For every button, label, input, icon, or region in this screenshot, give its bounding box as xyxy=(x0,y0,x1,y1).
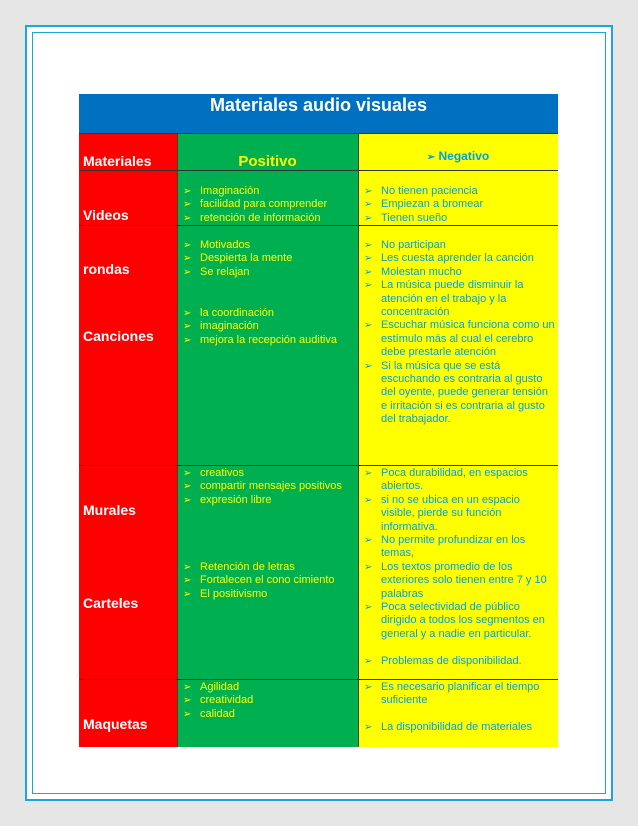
row-label-rondas: rondas xyxy=(83,261,130,277)
row-divider xyxy=(79,465,558,466)
row-label-canciones: Canciones xyxy=(83,328,154,344)
header-negativo-label: Negativo xyxy=(438,149,490,163)
carteles-positivo-list xyxy=(181,561,357,601)
list-item: ➢ Fortalecen el cono cimiento xyxy=(181,574,357,587)
list-item: ➢ creativos xyxy=(181,467,357,480)
row-label-carteles: Carteles xyxy=(83,595,139,611)
materials-table xyxy=(79,94,558,747)
list-item: ➢ Los textos promedio de los exteriores solo tienen entre 7 y 10 palabras xyxy=(362,561,556,601)
videos-negativo-list xyxy=(362,185,556,225)
header-negativo xyxy=(358,149,558,163)
list-item: ➢ No tienen paciencia xyxy=(362,185,556,198)
videos-positivo-list xyxy=(181,185,357,225)
document-page xyxy=(60,75,578,747)
list-item: ➢ Poca durabilidad, en espacios abiertos. xyxy=(362,467,556,494)
list-item: ➢ Se relajan xyxy=(181,266,357,279)
list-item: ➢ Imaginación xyxy=(181,185,357,198)
murales-carteles-negativo-list xyxy=(362,467,556,668)
list-item: ➢ La música puede disminuir la atención en el trabajo y la concentración xyxy=(362,279,556,319)
list-item: ➢ creatividad xyxy=(181,694,357,707)
list-item: ➢ Problemas de disponibilidad. xyxy=(362,655,556,668)
list-item: ➢ Les cuesta aprender la canción xyxy=(362,252,556,265)
list-item: ➢ Retención de letras xyxy=(181,561,357,574)
list-item: ➢ Despierta la mente xyxy=(181,252,357,265)
row-label-murales: Murales xyxy=(83,502,136,518)
list-item: ➢ El positivismo xyxy=(181,588,357,601)
list-item: ➢ la coordinación xyxy=(181,307,357,320)
list-item: ➢ La disponibilidad de materiales xyxy=(362,721,556,734)
rondas-canciones-negativo-list xyxy=(362,239,556,427)
list-item: ➢ Agilidad xyxy=(181,681,357,694)
row-divider xyxy=(79,170,558,171)
maquetas-negativo-list xyxy=(362,681,556,735)
list-item: ➢ mejora la recepción auditiva xyxy=(181,334,357,347)
rondas-positivo-list xyxy=(181,239,357,279)
list-item: ➢ si no se ubica en un espacio visible, pierde su función informativa. xyxy=(362,494,556,534)
list-item: ➢ Empiezan a bromear xyxy=(362,198,556,211)
bullet-arrow-icon: ➢ xyxy=(426,152,436,163)
row-label-videos: Videos xyxy=(83,207,129,223)
list-item: ➢ imaginación xyxy=(181,320,357,333)
header-positivo: Positivo xyxy=(238,153,297,170)
murales-positivo-list xyxy=(181,467,357,507)
list-item: ➢ Es necesario planificar el tiempo suficiente xyxy=(362,681,556,708)
list-item: ➢ Tienen sueño xyxy=(362,212,556,225)
list-item: ➢ calidad xyxy=(181,708,357,721)
list-item: ➢ expresión libre xyxy=(181,494,357,507)
list-item: ➢ Escuchar música funciona como un estímulo más al cual el cerebro debe prestarle atención xyxy=(362,319,556,359)
list-item: ➢ Motivados xyxy=(181,239,357,252)
header-materiales: Materiales xyxy=(83,153,152,169)
list-item: ➢ Molestan mucho xyxy=(362,266,556,279)
list-item: ➢ compartir mensajes positivos xyxy=(181,480,357,493)
canciones-positivo-list xyxy=(181,307,357,347)
list-item: ➢ Poca selectividad de público dirigido a todos los segmentos en general y a nadie en particular. xyxy=(362,601,556,641)
row-label-maquetas: Maquetas xyxy=(83,716,148,732)
list-item: ➢ No permite profundizar en los temas, xyxy=(362,534,556,561)
list-item: ➢ retención de información xyxy=(181,212,357,225)
maquetas-positivo-list xyxy=(181,681,357,721)
list-item: ➢ facilidad para comprender xyxy=(181,198,357,211)
table-title: Materiales audio visuales xyxy=(79,94,558,134)
list-item: ➢ No participan xyxy=(362,239,556,252)
row-divider xyxy=(79,679,558,680)
list-item: ➢ Si la música que se está escuchando es contraria al gusto del oyente, puede generar tensión e irritación si es contraria al gusto del trabajador. xyxy=(362,360,556,427)
